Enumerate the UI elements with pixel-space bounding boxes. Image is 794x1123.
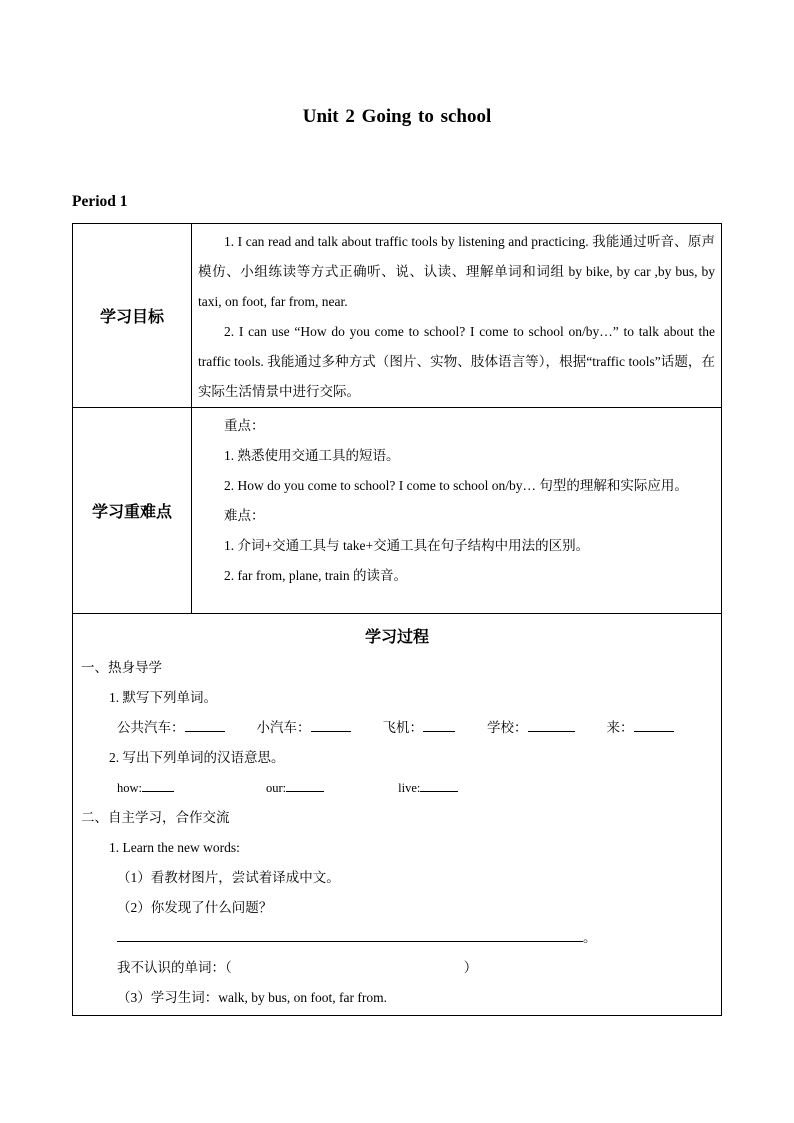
answer-line-end: 。 <box>583 930 597 945</box>
goals-label: 学习目标 <box>73 224 192 408</box>
difficulty-heading: 难点： <box>224 508 265 523</box>
unknown-words-row <box>81 953 713 983</box>
section1-task2: 2. 写出下列单词的汉语意思。 <box>109 750 285 765</box>
section1-task1: 1. 默写下列单词。 <box>109 690 217 705</box>
answer-blank-3[interactable] <box>423 717 455 732</box>
focus-item-1: 1. 熟悉使用交通工具的短语。 <box>224 448 400 463</box>
word-cn-2: 小汽车： <box>256 720 311 735</box>
word-cn-1: 公共汽车： <box>117 720 185 735</box>
word-cn-4: 学校： <box>487 720 528 735</box>
meaning-blank-1[interactable] <box>142 777 174 792</box>
process-row <box>73 614 722 1016</box>
goal-item-1: 1. I can read and talk about traffic tools by listening and practicing. 我能通过听音、原声模仿、小组练读等方式正确听、说、认读、理解单词和词组 by bike, by car ,by bus, by taxi, on foot, far from, near. <box>198 234 715 309</box>
unknown-words-suffix: ） <box>463 960 478 975</box>
process-heading: 学习过程 <box>364 627 429 646</box>
meaning-blank-3[interactable] <box>420 777 458 792</box>
word-cn-5: 来： <box>606 720 634 735</box>
answer-line-row <box>81 923 713 953</box>
section1-title: 一、热身导学 <box>81 660 162 675</box>
key-points-content <box>192 408 722 614</box>
section2-title: 二、自主学习，合作交流 <box>81 810 230 825</box>
answer-blank-1[interactable] <box>185 717 225 732</box>
process-body <box>73 653 721 1015</box>
goals-content <box>192 224 722 408</box>
difficulty-item-1: 1. 介词+交通工具与 take+交通工具在句子结构中用法的区别。 <box>224 538 590 553</box>
meaning-blank-2[interactable] <box>286 777 324 792</box>
document-title: Unit 2 Going to school <box>302 106 492 127</box>
answer-blank-5[interactable] <box>634 717 674 732</box>
word-en-3: live: <box>398 781 421 795</box>
word-cn-3: 飞机： <box>382 720 423 735</box>
section2-step2: （2）你发现了什么问题？ <box>117 900 273 915</box>
dictation-row <box>81 713 713 743</box>
key-points-row <box>73 408 722 614</box>
process-cell <box>73 614 722 1016</box>
section2-step1: （1）看教材图片，尝试着译成中文。 <box>117 870 340 885</box>
answer-blank-4[interactable] <box>528 717 575 732</box>
section2-step3: （3）学习生词：walk, by bus, on foot, far from. <box>117 990 387 1005</box>
meaning-row <box>81 773 713 803</box>
unknown-words-prefix: 我不认识的单词：（ <box>117 960 232 975</box>
word-en-1: how: <box>117 781 142 795</box>
difficulty-item-2: 2. far from, plane, train 的读音。 <box>224 568 407 583</box>
word-en-2: our: <box>266 781 287 795</box>
answer-blank-2[interactable] <box>311 717 351 732</box>
answer-line[interactable] <box>117 927 583 942</box>
section2-task1: 1. Learn the new words: <box>109 840 240 855</box>
focus-item-2: 2. How do you come to school? I come to school on/by… 句型的理解和实际应用。 <box>224 478 688 493</box>
key-points-label: 学习重难点 <box>73 408 192 614</box>
focus-heading: 重点： <box>224 418 265 433</box>
goal-item-2: 2. I can use “How do you come to school? I come to school on/by…” to talk about the traffic tools. 我能通过多种方式（图片、实物、肢体语言等），根据“traffic tools”话题，在实际生活情景中进行交际。 <box>198 324 715 399</box>
lesson-table <box>72 223 722 1016</box>
period-label: Period 1 <box>72 193 128 210</box>
goals-row <box>73 224 722 408</box>
